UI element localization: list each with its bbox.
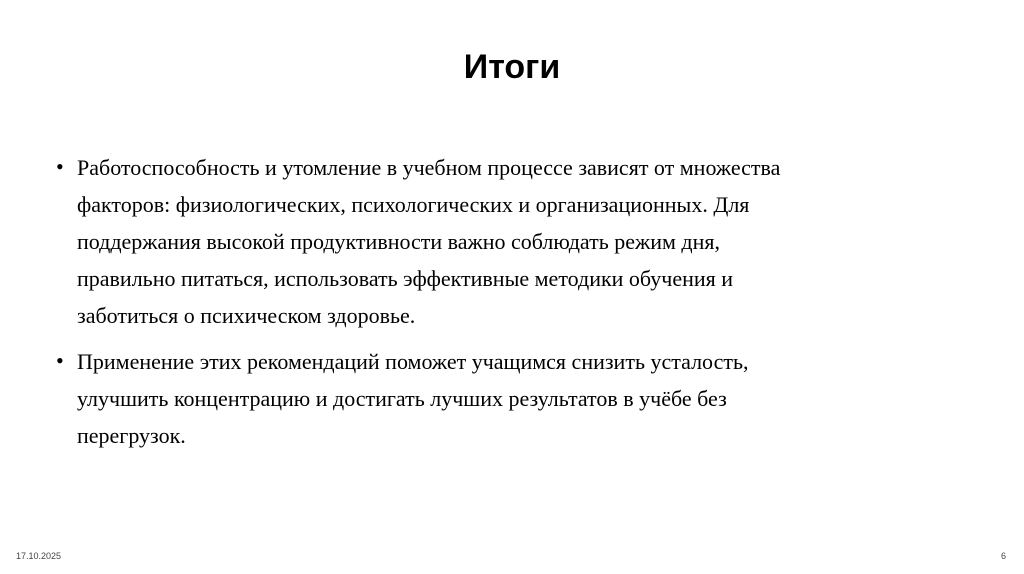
slide-title: Итоги <box>463 48 561 86</box>
bullet-1-line-4: правильно питаться, использовать эффективные методики обучения и <box>77 266 734 291</box>
bullet-2-line-1: Применение этих рекомендаций поможет учащимся снизить усталость, <box>77 349 749 374</box>
bullet-marker: • <box>56 348 64 373</box>
bullet-1-line-3: поддержания высокой продуктивности важно соблюдать режим дня, <box>77 229 721 254</box>
bullet-1-line-5: заботиться о психическом здоровье. <box>77 303 416 328</box>
bullet-marker: • <box>56 154 64 179</box>
slide-date: 17.10.2025 <box>16 551 62 561</box>
bullet-1-line-1: Работоспособность и утомление в учебном процессе зависят от множества <box>77 155 781 180</box>
bullet-2-line-3: перегрузок. <box>77 423 186 448</box>
bullet-2-line-2: улучшить концентрацию и достигать лучших результатов в учёбе без <box>77 386 727 411</box>
bullet-1-line-2: факторов: физиологических, психологических и организационных. Для <box>77 192 750 217</box>
slide-number: 6 <box>1000 551 1006 561</box>
